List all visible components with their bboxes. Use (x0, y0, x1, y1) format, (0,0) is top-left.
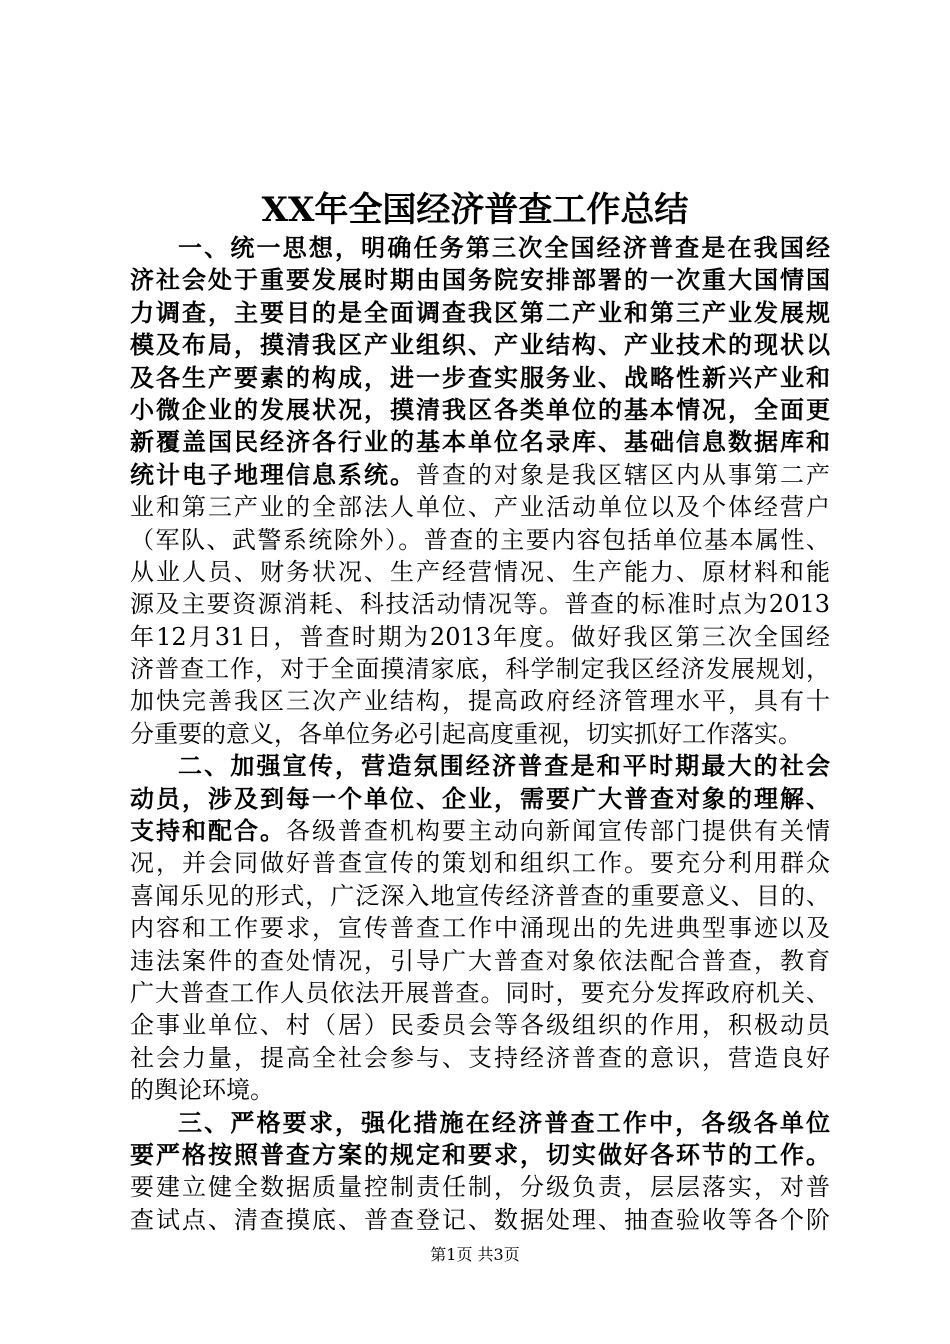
body-line-text: 广大普查工作人员依法开展普查。同时，要充分发挥政府机关、 (130, 978, 830, 1007)
body-line-text: 小微企业的发展状况，摸清我区各类单位的基本情况，全面更 (130, 394, 830, 424)
body-line (130, 1107, 830, 1139)
body-line (130, 556, 830, 588)
body-line (130, 621, 830, 653)
body-line-text: 从业人员、财务状况、生产经营情况、生产能力、原材料和能 (130, 557, 830, 586)
body-line (130, 362, 830, 394)
body-line-text: 动员，涉及到每一个单位、企业，需要广大普查对象的理解、 (130, 783, 830, 813)
body-line (130, 232, 830, 264)
body-line-text: 济普查工作，对于全面摸清家底，科学制定我区经济发展规划， (130, 655, 830, 684)
body-line (130, 653, 830, 685)
body-line-text: 社会力量，提高全社会参与、支持经济普查的意识，营造良好 (130, 1043, 830, 1072)
body-line-text: 年12月31日，普查时期为2013年度。做好我区第三次全国经 (130, 622, 830, 651)
body-line (130, 1009, 830, 1041)
body-line-text: 统计电子地理信息系统。 (130, 459, 416, 489)
body-line-text: 的舆论环境。 (130, 1076, 274, 1105)
body-line (130, 394, 830, 426)
body-line (130, 491, 830, 523)
body-line-text: （军队、武警系统除外）。普查的主要内容包括单位基本属性、 (130, 525, 830, 554)
body-line-text: 查试点、清查摸底、普查登记、数据处理、抽查验收等各个阶 (130, 1205, 830, 1234)
body-line (130, 264, 830, 296)
body-line-text: 三、严格要求，强化措施在经济普查工作中，各级各单位 (178, 1107, 830, 1137)
body-line-text: 企事业单位、村（居）民委员会等各级组织的作用，积极动员 (130, 1011, 830, 1040)
body-line (130, 1042, 830, 1074)
body-line-text: 模及布局，摸清我区产业组织、产业结构、产业技术的现状以 (130, 330, 830, 360)
body-line-text: 加快完善我区三次产业结构，提高政府经济管理水平，具有十 (130, 687, 830, 716)
body-line (130, 880, 830, 912)
body-line-text: 二、加强宣传，营造氛围经济普查是和平时期最大的社会 (178, 751, 830, 781)
body-line (130, 588, 830, 620)
body-line (130, 945, 830, 977)
body-line (130, 783, 830, 815)
body-line-text: 要严格按照普查方案的规定和要求，切实做好各环节的工作。 (130, 1139, 830, 1169)
page-footer: 第1页 共3页 (430, 1245, 520, 1264)
body-line (130, 426, 830, 458)
body-line (130, 297, 830, 329)
body-line-text: 违法案件的查处情况，引导广大普查对象依法配合普查，教育 (130, 946, 830, 975)
body-line-text: 喜闻乐见的形式，广泛深入地宣传经济普查的重要意义、目的、 (130, 881, 830, 910)
body-line-text: 分重要的意义，各单位务必引起高度重视，切实抓好工作落实。 (130, 719, 802, 748)
body-line (130, 685, 830, 717)
body-line-text-continued: 各级普查机构要主动向新闻宣传部门提供有关情 (286, 817, 830, 846)
body-line (130, 459, 830, 491)
body-line-text: 济社会处于重要发展时期由国务院安排部署的一次重大国情国 (130, 265, 830, 295)
body-line-text: 及各生产要素的构成，进一步查实服务业、战略性新兴产业和 (130, 362, 830, 392)
body-line-text: 力调查，主要目的是全面调查我区第二产业和第三产业发展规 (130, 297, 830, 327)
body-line-text: 要建立健全数据质量控制责任制，分级负责，层层落实，对普 (130, 1173, 830, 1202)
body-line (130, 1139, 830, 1171)
body-line-text: 新覆盖国民经济各行业的基本单位名录库、基础信息数据库和 (130, 427, 830, 457)
document-title: XX年全国经济普查工作总结 (261, 190, 689, 230)
body-line-text-continued: 普查的对象是我区辖区内从事第二产 (416, 460, 830, 489)
body-line (130, 750, 830, 782)
body-line (130, 1204, 830, 1236)
body-line-text: 业和第三产业的全部法人单位、产业活动单位以及个体经营户 (130, 493, 830, 522)
body-line (130, 329, 830, 361)
body-line (130, 977, 830, 1009)
body-line (130, 847, 830, 879)
body-line-text: 内容和工作要求，宣传普查工作中涌现出的先进典型事迹以及 (130, 914, 830, 943)
body-line-text: 支持和配合。 (130, 816, 286, 846)
body-line-text: 一、统一思想，明确任务第三次全国经济普查是在我国经 (178, 233, 830, 262)
body-line (130, 718, 830, 750)
body-line (130, 524, 830, 556)
body-line (130, 912, 830, 944)
body-line-text: 况，并会同做好普查宣传的策划和组织工作。要充分利用群众 (130, 849, 830, 878)
document-body (130, 232, 830, 1236)
body-line-text: 源及主要资源消耗、科技活动情况等。普查的标准时点为2013 (130, 590, 830, 619)
body-line (130, 815, 830, 847)
body-line (130, 1171, 830, 1203)
body-line (130, 1074, 830, 1106)
